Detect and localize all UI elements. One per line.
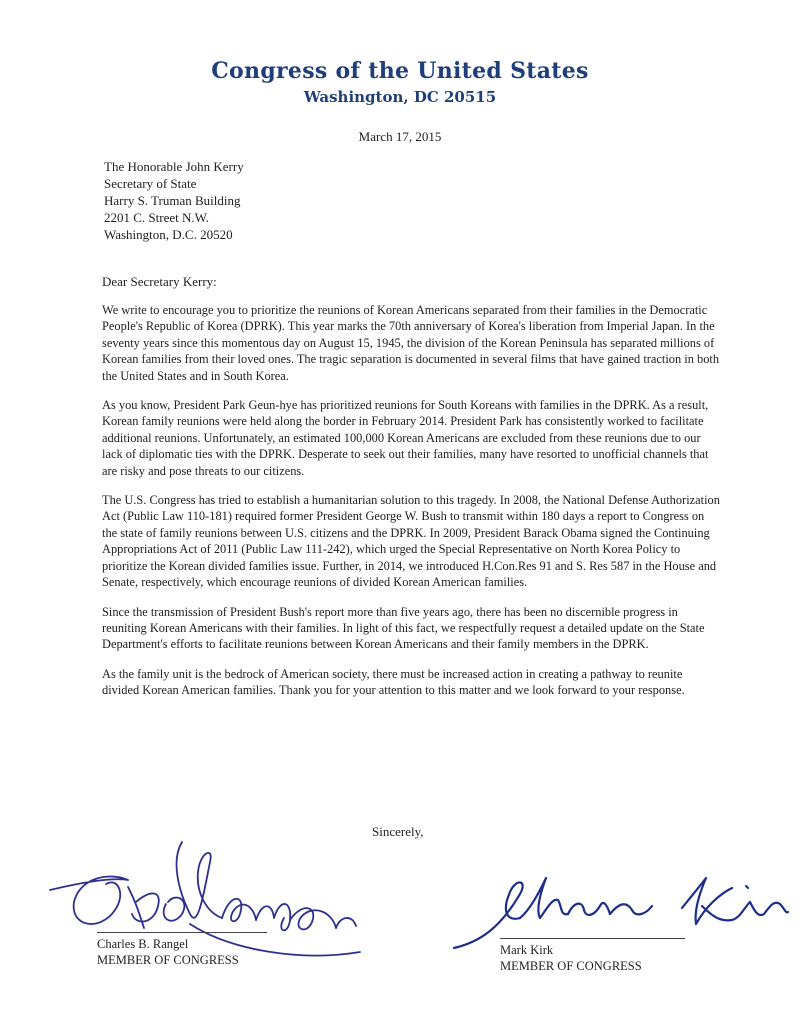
recipient-line: 2201 C. Street N.W. [104,210,209,225]
signer-rangel [97,936,239,968]
letterhead-subtitle: Washington, DC 20515 [303,88,497,106]
body-paragraph: The U.S. Congress has tried to establish a humanitarian solution to this tragedy. In 2008, the National Defense Authorization Act (Public Law 110-181) required former President George W. Bush to transmit within 180 days a report to Congress on the state of family reunions between U.S. citizens and the DPRK. In 2009, President Barack Obama signed the Continuing Appropriations Act of 2011 (Public Law 111-242), which urged the Special Representative on North Korea Policy to prioritize the Korean divided families issue. Further, in 2014, we introduced H.Con.Res 91 and S. Res 587 in the House and Senate, respectively, which encourage reunions of divided Korean American families. [102,493,720,590]
recipient-line: Harry S. Truman Building [104,193,241,208]
letter-body [102,302,722,712]
body-paragraph: As the family unit is the bedrock of American society, there must be increased action in creating a pathway to reunite divided Korean American families. Thank you for your attention to this matter and we look forward to your response. [102,666,685,698]
signer-kirk [500,942,642,974]
signer-name: Mark Kirk [500,943,554,957]
recipient-line: The Honorable John Kerry [104,159,244,174]
body-paragraph: As you know, President Park Geun-hye has prioritized reunions for South Koreans with families in the DPRK. As a result, Korean family reunions were held along the border in February 2014. President Park has consistently worked to facilitate additional reunions. Unfortunately, an estimated 100,000 Korean Americans are excluded from these reunions due to our lack of diplomatic ties with the DPRK. Desperate to seek out their families, many have resorted to unofficial channels that are risky and pose threats to our citizens. [102,398,709,478]
signer-title: MEMBER OF CONGRESS [500,959,642,973]
signature-line-left [97,932,267,933]
recipient-address [104,158,244,243]
signer-title: MEMBER OF CONGRESS [97,953,239,967]
signer-name: Charles B. Rangel [97,937,189,951]
letter-date: March 17, 2015 [358,129,442,144]
recipient-line: Washington, D.C. 20520 [104,227,233,242]
closing: Sincerely, [372,824,424,839]
recipient-line: Secretary of State [104,176,197,191]
signature-line-right [500,938,685,939]
salutation: Dear Secretary Kerry: [102,274,217,289]
letterhead-title: Congress of the United States [211,58,589,84]
body-paragraph: We write to encourage you to prioritize the reunions of Korean Americans separated from their families in the Democratic People's Republic of Korea (DPRK). This year marks the 70th anniversary of Korea's liberation from Imperial Japan. In the seventy years since this momentous day on August 15, 1945, the division of the Korean Peninsula has separated millions of Korean families from their loved ones. The tragic separation is documented in several films that have gained traction in both the United States and in South Korea. [102,303,720,383]
body-paragraph: Since the transmission of President Bush's report more than five years ago, there has been no discernible progress in reuniting Korean Americans with their families. In light of this fact, we respectfully request a detailed update on the State Department's efforts to facilitate reunions between Korean Americans and their family members in the DPRK. [102,604,705,652]
